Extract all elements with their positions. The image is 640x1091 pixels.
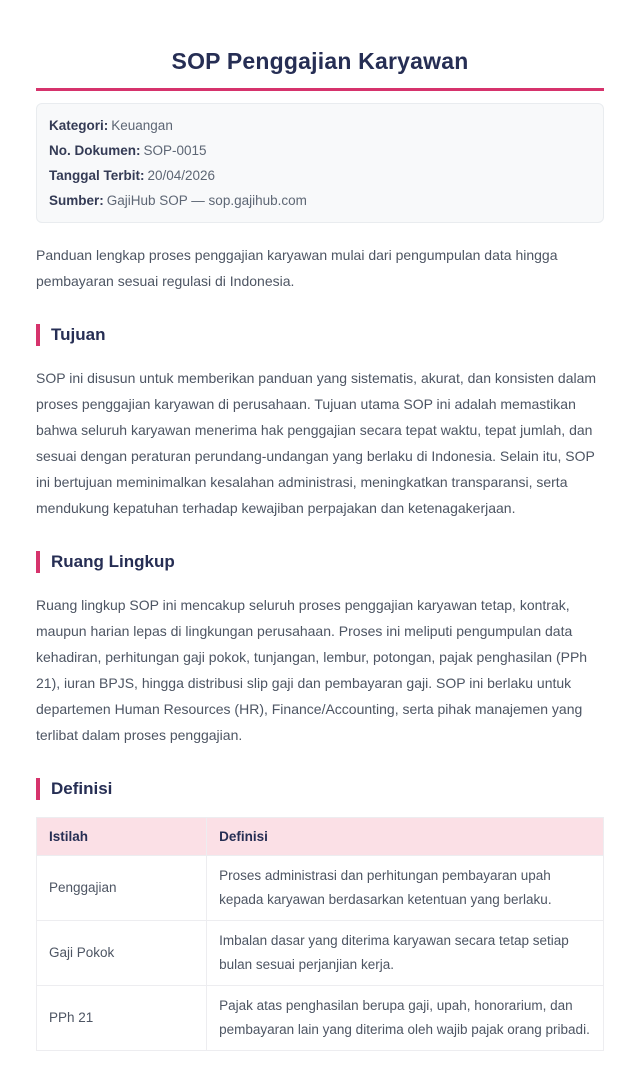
term-cell: Penggajian [37, 856, 207, 921]
meta-row-kategori [49, 113, 591, 138]
column-header-istilah: Istilah [37, 818, 207, 856]
meta-label-sumber: Sumber: [49, 193, 104, 208]
meta-row-sumber [49, 188, 591, 213]
definitions-table-header-row [37, 818, 604, 856]
table-row-gaji-pokok [37, 921, 604, 986]
meta-value-tanggal-terbit: 20/04/2026 [147, 168, 216, 183]
intro-paragraph: Panduan lengkap proses penggajian karyawan mulai dari pengumpulan data hingga pembayaran sesuai regulasi di Indonesia. [36, 247, 558, 289]
page-title: SOP Penggajian Karyawan [171, 48, 469, 74]
meta-label-tanggal-terbit: Tanggal Terbit: [49, 168, 145, 183]
meta-row-no-dokumen [49, 138, 591, 163]
section-body-ruang-lingkup: Ruang lingkup SOP ini mencakup seluruh proses penggajian karyawan tetap, kontrak, maupun harian lepas di lingkungan perusahaan. Proses ini meliputi pengumpulan data kehadiran, perhitungan gaji pokok, tunjangan, lembur, potongan, pajak penghasilan (PPh 21), iuran BPJS, hingga distribusi slip gaji dan pembayaran gaji. SOP ini berlaku untuk departemen Human Resources (HR), Finance/Accounting, serta pihak manajemen yang terlibat dalam proses penggajian. [36, 597, 588, 743]
section-body-tujuan: SOP ini disusun untuk memberikan panduan yang sistematis, akurat, dan konsisten dalam proses penggajian karyawan di perusahaan. Tujuan utama SOP ini adalah memastikan bahwa seluruh karyawan menerima hak penggajian secara tepat waktu, tepat jumlah, dan sesuai dengan peraturan perundang-undangan yang berlaku di Indonesia. Selain itu, SOP ini bertujuan meminimalkan kesalahan administrasi, meningkatkan transparansi, serta mendukung kepatuhan terhadap kewajiban perpajakan dan ketenagakerjaan. [36, 370, 597, 516]
definition-cell: Pajak atas penghasilan berupa gaji, upah, honorarium, dan pembayaran lain yang diterima oleh wajib pajak orang pribadi. [207, 986, 604, 1051]
term-cell: PPh 21 [37, 986, 207, 1051]
column-header-definisi: Definisi [207, 818, 604, 856]
meta-value-no-dokumen: SOP-0015 [143, 143, 207, 158]
table-row-pph-21 [37, 986, 604, 1051]
meta-label-kategori: Kategori: [49, 118, 109, 133]
meta-value-kategori: Keuangan [111, 118, 173, 133]
document-meta-box [36, 103, 604, 223]
meta-value-sumber: GajiHub SOP — sop.gajihub.com [106, 193, 307, 208]
definition-cell: Proses administrasi dan perhitungan pembayaran upah kepada karyawan berdasarkan ketentuan yang berlaku. [207, 856, 604, 921]
sop-document-page [0, 48, 640, 1091]
section-heading-tujuan: Tujuan [36, 324, 604, 346]
meta-label-no-dokumen: No. Dokumen: [49, 143, 141, 158]
definition-cell: Imbalan dasar yang diterima karyawan secara tetap setiap bulan sesuai perjanjian kerja. [207, 921, 604, 986]
section-heading-ruang-lingkup: Ruang Lingkup [36, 551, 604, 573]
meta-row-tanggal-terbit [49, 163, 591, 188]
title-divider [36, 88, 604, 91]
section-heading-definisi: Definisi [36, 778, 604, 800]
term-cell: Gaji Pokok [37, 921, 207, 986]
definitions-table [36, 817, 604, 1051]
table-row-penggajian [37, 856, 604, 921]
